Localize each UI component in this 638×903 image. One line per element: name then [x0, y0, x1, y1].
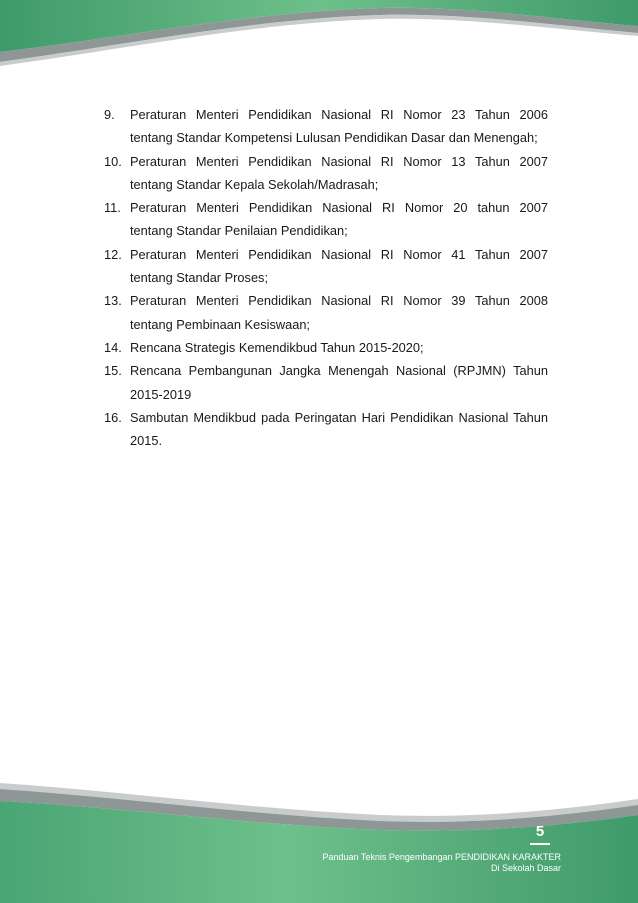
- reference-item-12: [104, 243, 548, 290]
- page-number: 5: [535, 823, 545, 840]
- item-text-line: Peraturan Menteri Pendidikan Nasional RI Nomor 41 Tahun 2007: [130, 246, 548, 262]
- item-text-line: tentang Pembinaan Kesiswaan;: [130, 316, 310, 332]
- item-number: 15.: [104, 363, 122, 379]
- reference-item-14: [104, 336, 548, 359]
- item-text-line: 2015.: [130, 433, 163, 449]
- reference-item-15: [104, 359, 548, 406]
- item-number: 16.: [104, 409, 122, 425]
- header-wave-decoration: [0, 0, 638, 80]
- footer-title: Panduan Teknis Pengembangan PENDIDIKAN KARAKTER: [322, 852, 561, 862]
- item-text-line: tentang Standar Proses;: [130, 270, 269, 286]
- reference-item-9: [104, 103, 548, 150]
- item-text-line: Rencana Strategis Kemendikbud Tahun 2015-2020;: [130, 339, 424, 355]
- item-number: 13.: [104, 293, 122, 309]
- item-text-line: Sambutan Mendikbud pada Peringatan Hari Pendidikan Nasional Tahun: [130, 409, 548, 425]
- item-text-line: tentang Standar Kepala Sekolah/Madrasah;: [130, 176, 379, 192]
- item-text-line: Peraturan Menteri Pendidikan Nasional RI Nomor 13 Tahun 2007: [130, 153, 548, 169]
- item-text-line: tentang Standar Kompetensi Lulusan Pendidikan Dasar dan Menengah;: [130, 130, 538, 146]
- reference-item-13: [104, 289, 548, 336]
- item-number: 11.: [104, 200, 121, 216]
- item-text-line: Peraturan Menteri Pendidikan Nasional RI Nomor 20 tahun 2007: [130, 200, 548, 216]
- item-text-line: Peraturan Menteri Pendidikan Nasional RI Nomor 23 Tahun 2006: [130, 107, 548, 122]
- item-number: 10.: [104, 153, 122, 169]
- page-number-underline: [530, 843, 550, 845]
- item-text-line: 2015-2019: [130, 386, 192, 402]
- item-text-line: tentang Standar Penilaian Pendidikan;: [130, 223, 348, 239]
- reference-item-10: [104, 150, 548, 197]
- footer-subtitle: Di Sekolah Dasar: [490, 863, 561, 873]
- item-text-line: Rencana Pembangunan Jangka Menengah Nasional (RPJMN) Tahun: [130, 363, 548, 379]
- reference-list: [104, 103, 548, 452]
- reference-item-16: [104, 406, 548, 453]
- item-number: 12.: [104, 246, 122, 262]
- item-text-line: Peraturan Menteri Pendidikan Nasional RI Nomor 39 Tahun 2008: [130, 293, 548, 309]
- reference-item-11: [104, 196, 548, 243]
- item-number: 9.: [104, 107, 115, 122]
- item-number: 14.: [104, 339, 122, 355]
